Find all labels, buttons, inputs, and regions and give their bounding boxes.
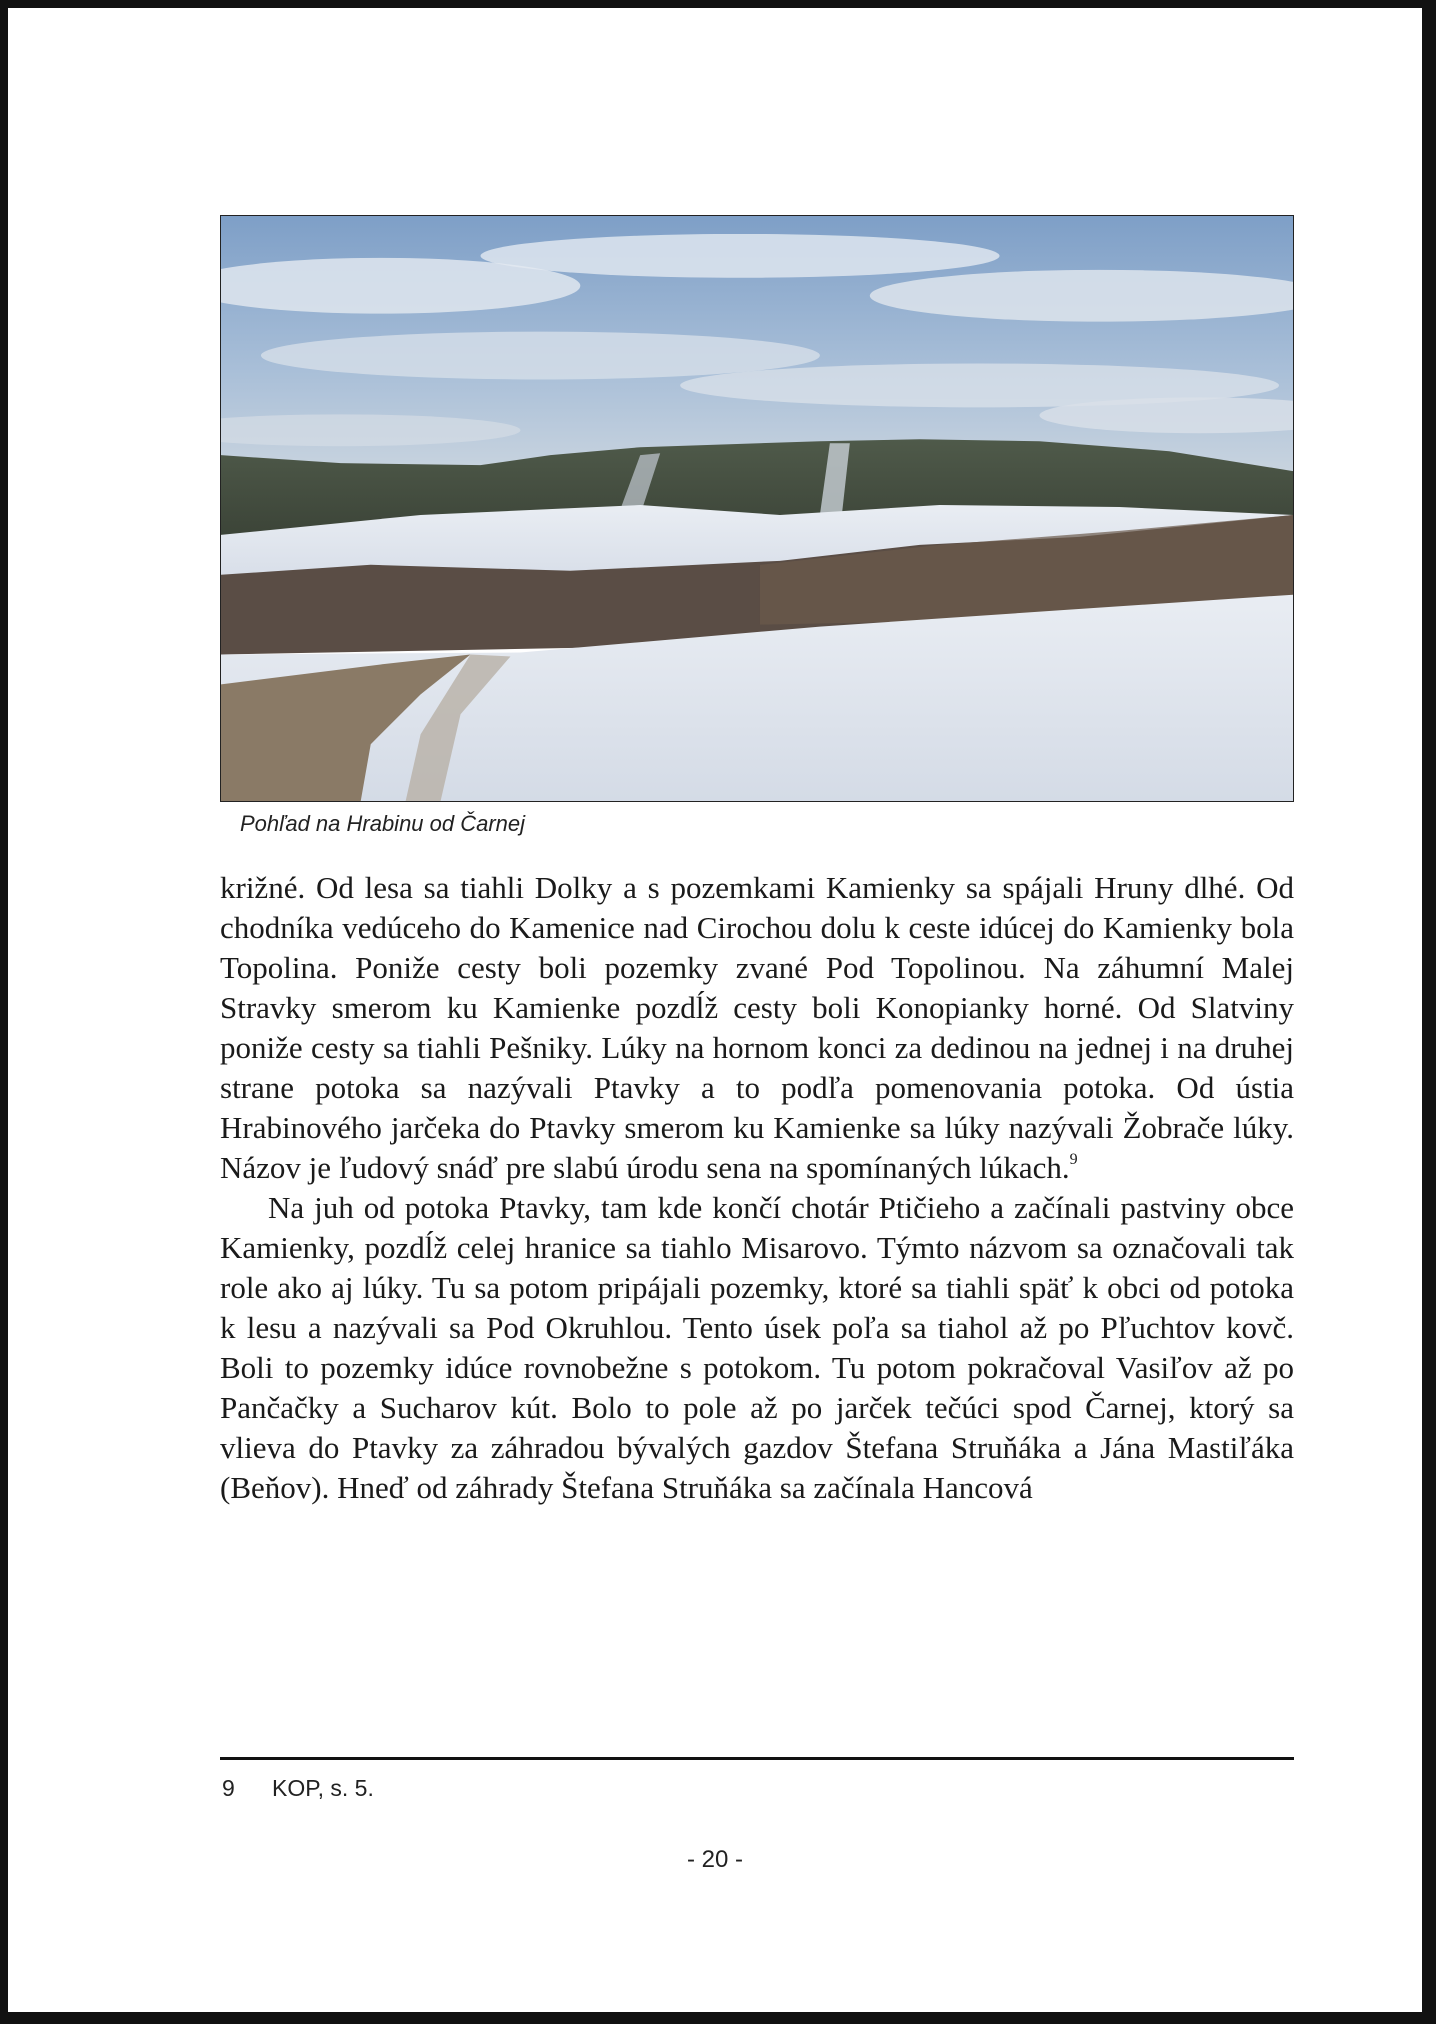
- figure-caption: Pohľad na Hrabinu od Čarnej: [240, 811, 526, 836]
- footnote-number: 9: [222, 1775, 235, 1801]
- landscape-photo: [220, 215, 1294, 802]
- paragraph: [220, 868, 1294, 1188]
- winter-hills-illustration: [221, 216, 1293, 801]
- footnote-text: KOP, s. 5.: [272, 1775, 374, 1801]
- footnote-reference[interactable]: 9: [1069, 1151, 1078, 1168]
- footnote: [222, 1775, 374, 1802]
- body-text: [220, 868, 1294, 1508]
- page-number: - 20 -: [686, 1846, 743, 1873]
- footnote-divider: [220, 1757, 1294, 1760]
- paragraph: Na juh od potoka Ptavky, tam kde končí chotár Ptičieho a začínali pastviny obce Kamienky, pozdĺž celej hranice sa tiahlo Misarovo. Týmto názvom sa označovali tak role ako aj lúky. Tu sa potom pripájali pozemky, ktoré sa tiahli späť k obci od potoka k lesu a nazývali sa Pod Okruhlou. Tento úsek poľa sa tiahol až po Pľuchtov kovč. Boli to pozemky idúce rovnobežne s potokom. Tu potom pokračoval Vasiľov až po Pančačky a Sucharov kút. Bolo to pole až po jarček tečúci spod Čarnej, ktorý sa vlieva do Ptavky za záhradou bývalých gazdov Štefana Struňáka a Jána Mastiľáka (Beňov). Hneď od záhrady Štefana Struňáka sa začínala Hancová: [220, 1190, 1294, 1505]
- paragraph-text: križné. Od lesa sa tiahli Dolky a s pozemkami Kamienky sa spájali Hruny dlhé. Od chodníka vedúceho do Kamenice nad Cirochou dolu k ceste idúcej do Kamienky bola Topolina. Poniže cesty boli pozemky zvané Pod Topolinou. Na záhumní Malej Stravky smerom ku Kamienke pozdĺž cesty boli Konopianky horné. Od Slatviny poniže cesty sa tiahli Pešniky. Lúky na hornom konci za dedinou na jednej i na druhej strane potoka sa nazývali Ptavky a to podľa pomenovania potoka. Od ústia Hrabinového jarčeka do Ptavky smerom ku Kamienke sa lúky nazývali Žobrače lúky. Názov je ľudový snáď pre slabú úrodu sena na spomínaných lúkach.: [220, 870, 1294, 1185]
